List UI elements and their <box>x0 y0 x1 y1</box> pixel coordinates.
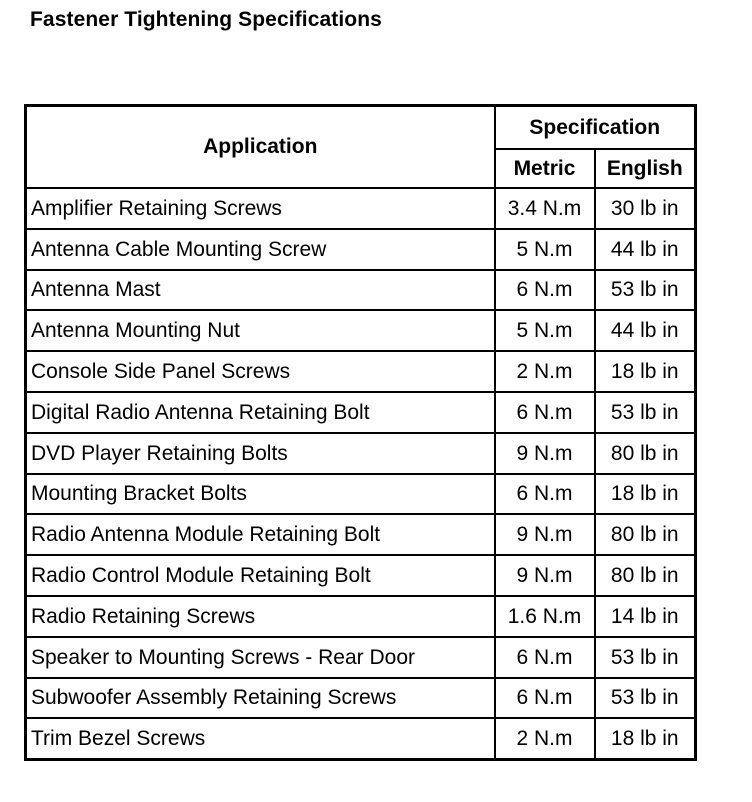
table-row <box>26 514 696 555</box>
english-cell: 80 lb in <box>595 433 696 474</box>
english-cell: 80 lb in <box>595 555 696 596</box>
english-cell: 44 lb in <box>595 310 696 351</box>
table-row <box>26 310 696 351</box>
table-row <box>26 433 696 474</box>
application-cell: Antenna Mounting Nut <box>26 310 495 351</box>
english-cell: 18 lb in <box>595 474 696 515</box>
metric-cell: 2 N.m <box>495 718 595 759</box>
english-cell: 53 lb in <box>595 637 696 678</box>
english-cell: 44 lb in <box>595 229 696 270</box>
metric-cell: 3.4 N.m <box>495 188 595 229</box>
specification-column-header: Specification <box>495 106 696 150</box>
application-cell: Antenna Mast <box>26 270 495 311</box>
application-cell: DVD Player Retaining Bolts <box>26 433 495 474</box>
application-column-header: Application <box>26 106 495 189</box>
application-cell: Subwoofer Assembly Retaining Screws <box>26 678 495 719</box>
header-row-top <box>26 106 696 150</box>
metric-column-header: Metric <box>495 149 595 188</box>
english-cell: 18 lb in <box>595 351 696 392</box>
metric-cell: 5 N.m <box>495 229 595 270</box>
metric-cell: 6 N.m <box>495 474 595 515</box>
english-cell: 53 lb in <box>595 678 696 719</box>
english-cell: 53 lb in <box>595 392 696 433</box>
application-cell: Amplifier Retaining Screws <box>26 188 495 229</box>
metric-cell: 9 N.m <box>495 555 595 596</box>
application-cell: Digital Radio Antenna Retaining Bolt <box>26 392 495 433</box>
metric-cell: 9 N.m <box>495 514 595 555</box>
application-cell: Radio Retaining Screws <box>26 596 495 637</box>
english-column-header: English <box>595 149 696 188</box>
table-row <box>26 596 696 637</box>
table-body <box>26 188 696 760</box>
table-row <box>26 229 696 270</box>
table-row <box>26 678 696 719</box>
english-cell: 18 lb in <box>595 718 696 759</box>
english-cell: 14 lb in <box>595 596 696 637</box>
english-cell: 30 lb in <box>595 188 696 229</box>
table-row <box>26 474 696 515</box>
application-cell: Speaker to Mounting Screws - Rear Door <box>26 637 495 678</box>
fastener-spec-table <box>24 104 697 761</box>
english-cell: 53 lb in <box>595 270 696 311</box>
metric-cell: 6 N.m <box>495 637 595 678</box>
table-row <box>26 351 696 392</box>
metric-cell: 6 N.m <box>495 392 595 433</box>
metric-cell: 1.6 N.m <box>495 596 595 637</box>
table-row <box>26 637 696 678</box>
metric-cell: 6 N.m <box>495 270 595 311</box>
application-cell: Radio Control Module Retaining Bolt <box>26 555 495 596</box>
table-row <box>26 270 696 311</box>
application-cell: Antenna Cable Mounting Screw <box>26 229 495 270</box>
application-cell: Mounting Bracket Bolts <box>26 474 495 515</box>
table-row <box>26 555 696 596</box>
page-title: Fastener Tightening Specifications <box>30 8 382 31</box>
metric-cell: 6 N.m <box>495 678 595 719</box>
english-cell: 80 lb in <box>595 514 696 555</box>
table-row <box>26 718 696 759</box>
metric-cell: 2 N.m <box>495 351 595 392</box>
table-header <box>26 106 696 189</box>
table-row <box>26 392 696 433</box>
application-cell: Trim Bezel Screws <box>26 718 495 759</box>
application-cell: Radio Antenna Module Retaining Bolt <box>26 514 495 555</box>
metric-cell: 9 N.m <box>495 433 595 474</box>
metric-cell: 5 N.m <box>495 310 595 351</box>
table-row <box>26 188 696 229</box>
application-cell: Console Side Panel Screws <box>26 351 495 392</box>
